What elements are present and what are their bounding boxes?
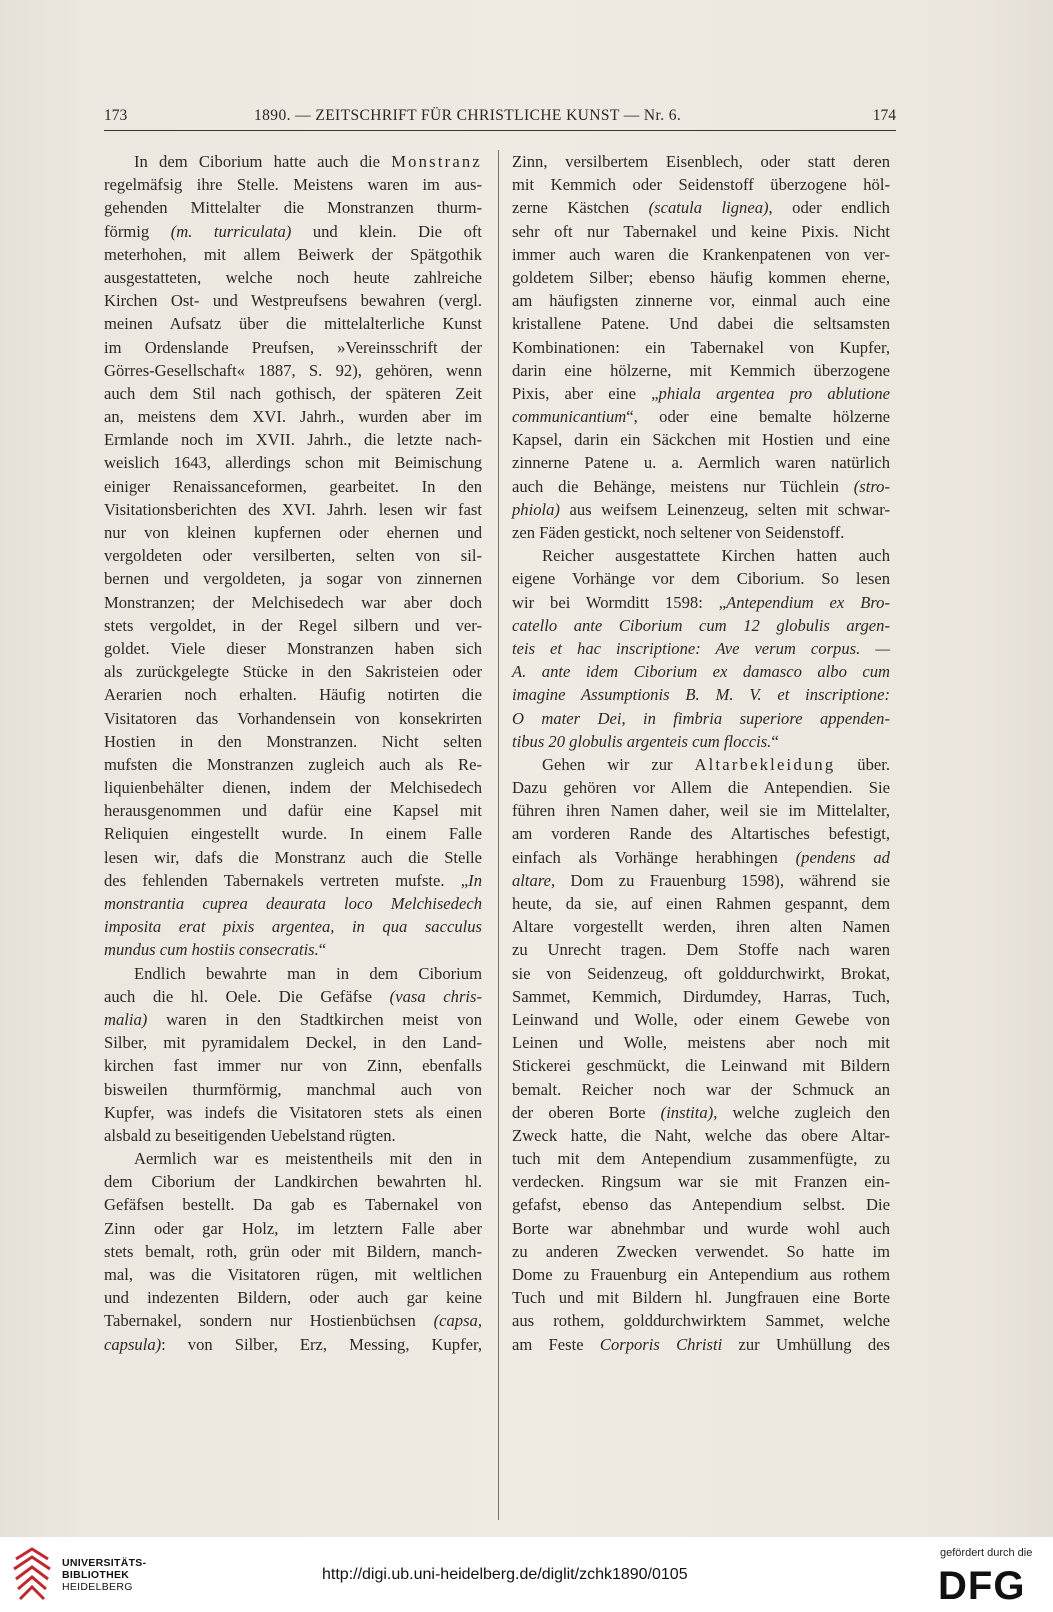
- text-line: [104, 1309, 482, 1332]
- text-line: [512, 150, 890, 173]
- text-line: [104, 1217, 482, 1240]
- text-line: [512, 707, 890, 730]
- text-line: [512, 1147, 890, 1170]
- text-run: bisweilen thurmförmig, manchmal auch von: [104, 1079, 482, 1099]
- text-line: [104, 475, 482, 498]
- header-rule: [104, 130, 896, 131]
- column-rule: [498, 150, 499, 1520]
- text-run: Reliquien eingestellt wurde. In einem Falle: [104, 824, 482, 844]
- text-run: verdecken. Ringsum war sie mit Franzen ein-: [512, 1172, 890, 1192]
- text-line: [512, 1008, 890, 1031]
- library-name[interactable]: [62, 1557, 146, 1593]
- text-line: [104, 1333, 482, 1356]
- text-line: [104, 915, 482, 938]
- text-line: [512, 985, 890, 1008]
- text-line: [104, 544, 482, 567]
- text-line: [512, 451, 890, 474]
- text-line: [512, 220, 890, 243]
- library-line-2: BIBLIOTHEK: [62, 1569, 130, 1581]
- text-run: Leinen und Wolle, meistens aber noch mit: [512, 1033, 890, 1053]
- text-run: förmig: [104, 221, 171, 241]
- italic-text: (pendens ad: [795, 847, 890, 867]
- text-line: [512, 660, 890, 683]
- permalink-url[interactable]: http://digi.ub.uni-heidelberg.de/diglit/zchk1890/0105: [322, 1566, 688, 1583]
- text-line: [104, 822, 482, 845]
- text-run: “, oder eine bemalte hölzerne: [626, 407, 890, 427]
- italic-text: (vasa chris-: [389, 986, 482, 1006]
- text-run: mufsten die Monstranzen zugleich auch als Re-: [104, 754, 482, 774]
- text-line: [512, 336, 890, 359]
- text-line: [104, 498, 482, 521]
- text-line: [512, 521, 890, 544]
- text-run: einfach als Vorhänge herabhingen: [512, 847, 796, 867]
- text-line: [104, 336, 482, 359]
- text-line: [104, 1101, 482, 1124]
- text-run: zerne Kästchen: [512, 198, 649, 218]
- text-run: Zinn, versilbertem Eisenblech, oder statt deren: [512, 152, 890, 171]
- text-run: dem Ciborium der Landkirchen bewahrten hl.: [104, 1172, 482, 1192]
- text-run: bemalt. Reicher noch war der Schmuck an: [512, 1079, 890, 1099]
- text-run: zinnerne Patene u. a. Aermlich waren natürlich: [512, 453, 890, 473]
- text-line: [512, 892, 890, 915]
- library-line-3: HEIDELBERG: [62, 1581, 133, 1593]
- text-run: Visitationsberichten des XVI. Jahrh. lesen wir fast: [104, 499, 482, 519]
- text-line: [104, 1263, 482, 1286]
- text-line: [512, 1193, 890, 1216]
- text-run: Görres-Gesellschaft« 1887, S. 92), gehören, wenn: [104, 360, 482, 380]
- text-line: [104, 1147, 482, 1170]
- text-line: [104, 869, 482, 892]
- text-line: [104, 962, 482, 985]
- text-run: kirchen fast immer nur von Zinn, ebenfalls: [104, 1056, 482, 1076]
- journal-title: 1890. — ZEITSCHRIFT FÜR CHRISTLICHE KUNST — Nr. 6.: [254, 107, 682, 124]
- text-run: als zurückgelegte Stücke in den Sakristeien oder: [104, 662, 482, 682]
- text-run: goldetem Silber; ebenso häufig kommen eherne,: [512, 267, 890, 287]
- text-run: Silber, mit pyramidalem Deckel, in den Land-: [104, 1033, 482, 1053]
- text-run: Altare vorgestellt werden, ihren alten Namen: [512, 917, 890, 937]
- text-line: [512, 614, 890, 637]
- text-run: sie von Seidenzeug, oft golddurchwirkt, Brokat,: [512, 963, 890, 983]
- text-run: immer auch waren die Krankenpatenen von ver-: [512, 244, 890, 264]
- text-run: Hostien in den Monstranzen. Nicht selten: [104, 731, 482, 751]
- italic-text: phiala argentea pro ablutione: [658, 383, 891, 403]
- text-line: [104, 150, 482, 173]
- text-run: ausgestatteten, welche noch heute zahlreiche: [104, 267, 482, 287]
- text-run: eigene Vorhänge vor dem Ciborium. So lesen: [512, 569, 890, 589]
- text-run: Visitatoren das Vorhandensein von konsekrirten: [104, 708, 482, 728]
- text-line: [104, 591, 482, 614]
- text-line: [512, 289, 890, 312]
- text-run: Leinwand und Wolle, oder einem Gewebe von: [512, 1009, 890, 1029]
- text-run: auch die hl. Oele. Die Gefäfse: [104, 986, 390, 1006]
- italic-text: monstrantia cuprea deaurata loco Melchisedech: [104, 894, 482, 913]
- text-run: kristallene Patene. Und dabei die seltsamsten: [512, 314, 890, 334]
- text-run: Aermlich war es meistentheils mit den in: [134, 1149, 482, 1169]
- text-run: “: [771, 731, 779, 751]
- text-run: der oberen Borte: [512, 1102, 661, 1122]
- text-run: Dazu gehören vor Allem die Antependien. Sie: [512, 778, 890, 798]
- text-run: stets bemalt, roth, grün oder mit Bildern, manch-: [104, 1241, 482, 1261]
- text-run: : von Silber, Erz, Messing, Kupfer,: [161, 1334, 482, 1354]
- text-run: Dome zu Frauenburg ein Antependium aus rothem: [512, 1265, 890, 1284]
- text-run: Reicher ausgestattete Kirchen hatten auch: [542, 546, 890, 566]
- text-line: [512, 382, 890, 405]
- text-line: [512, 637, 890, 660]
- text-run: über.: [835, 754, 891, 774]
- text-run: , welche zugleich den: [713, 1102, 890, 1122]
- text-line: [512, 683, 890, 706]
- italic-text: Corporis Christi: [599, 1334, 723, 1354]
- text-run: an, meistens dem XVI. Jahrh., wurden aber im: [104, 407, 482, 427]
- text-run: Gefäfsen bestellt. Da gab es Tabernakel von: [104, 1195, 482, 1215]
- text-run: , oder endlich: [768, 198, 890, 218]
- text-line: [104, 730, 482, 753]
- running-header: [104, 107, 896, 129]
- funding-caption: gefördert durch die: [940, 1547, 1033, 1559]
- text-run: alsbald zu beseitigenden Uebelstand rügten.: [104, 1125, 396, 1145]
- text-run: bernen und vergoldeten, ja sogar von zinnernen: [104, 569, 482, 589]
- text-run: Tabernakel, sondern nur Hostienbüchsen: [104, 1311, 434, 1331]
- text-line: [104, 359, 482, 382]
- text-run: “: [318, 940, 327, 960]
- text-line: [104, 938, 482, 961]
- text-run: wir bei Wormditt 1598: „: [512, 592, 727, 612]
- text-line: [104, 1193, 482, 1216]
- text-run: und klein. Die oft: [291, 221, 482, 241]
- text-run: liquienbehälter dienen, indem der Melchisedech: [104, 778, 482, 798]
- text-line: [104, 428, 482, 451]
- text-line: [104, 1240, 482, 1263]
- text-line: [512, 1309, 890, 1332]
- text-run: Dom zu Frauenburg 1598), während sie: [555, 870, 890, 890]
- text-line: [104, 196, 482, 219]
- text-line: [104, 312, 482, 335]
- spaced-text: Altarbekleidung: [694, 754, 836, 774]
- text-line: [512, 1101, 890, 1124]
- text-run: Kombinationen: ein Tabernakel von Kupfer,: [512, 337, 890, 357]
- text-line: [512, 869, 890, 892]
- italic-text: communicantium: [512, 407, 627, 427]
- italic-text: A. ante idem Ciborium ex damasco albo cum: [512, 662, 890, 682]
- text-line: [104, 1008, 482, 1031]
- text-line: [104, 892, 482, 915]
- text-run: auch die Behänge, meistens nur Tüchlein: [512, 476, 854, 496]
- text-line: [104, 1286, 482, 1309]
- text-line: [512, 1240, 890, 1263]
- text-line: [512, 730, 890, 753]
- italic-text: (instita): [660, 1102, 714, 1122]
- text-line: [512, 1333, 890, 1356]
- text-line: [104, 521, 482, 544]
- text-line: [512, 1124, 890, 1147]
- text-line: [512, 196, 890, 219]
- text-run: einiger Renaissanceformen, gearbeitet. In den: [104, 476, 482, 496]
- text-run: Kupfer, was indefs die Visitatoren stets als einen: [104, 1102, 482, 1122]
- text-run: Pixis, aber eine „: [512, 383, 659, 403]
- text-line: [512, 799, 890, 822]
- text-run: tuch mit dem Antependium zusammenfügte, zu: [512, 1149, 890, 1169]
- text-line: [512, 776, 890, 799]
- text-run: weislich 1643, allerdings schon mit Beimischung: [104, 453, 482, 473]
- text-line: [104, 405, 482, 428]
- italic-text: (scatula lignea): [648, 198, 769, 218]
- text-run: zu anderen Zwecken verwendet. So hatte im: [512, 1241, 890, 1261]
- page-number-left: 173: [104, 107, 128, 124]
- italic-text: capsula): [104, 1334, 162, 1354]
- text-line: [104, 1054, 482, 1077]
- text-line: [104, 799, 482, 822]
- text-line: [512, 266, 890, 289]
- text-line: [104, 1170, 482, 1193]
- text-line: [104, 451, 482, 474]
- text-run: Aerarien noch erhalten. Häufig notirten die: [104, 685, 482, 705]
- text-line: [104, 985, 482, 1008]
- text-run: Endlich bewahrte man in dem Ciborium: [134, 963, 482, 983]
- text-line: [104, 637, 482, 660]
- text-run: gehenden Mittelalter die Monstranzen thurm-: [104, 198, 482, 218]
- italic-text: In: [468, 870, 482, 890]
- text-run: auch dem Stil nach gothisch, der späteren Zeit: [104, 383, 482, 403]
- italic-text: catello ante Ciborium cum 12 globulis argen-: [512, 615, 890, 635]
- text-run: führen ihren Namen daher, weil sie im Mittelalter,: [512, 801, 890, 821]
- text-line: [512, 938, 890, 961]
- text-line: [512, 405, 890, 428]
- text-line: [104, 173, 482, 196]
- italic-text: tibus 20 globulis argenteis cum floccis.: [512, 731, 772, 751]
- text-run: Zweck hatte, die Naht, welche das obere Altar-: [512, 1125, 890, 1145]
- text-run: zu Unrecht tragen. Dem Stoffe nach waren: [512, 940, 890, 960]
- text-line: [104, 776, 482, 799]
- text-line: [512, 1054, 890, 1077]
- text-line: [104, 660, 482, 683]
- text-run: heute, da sie, auf einen Rahmen gespannt, dem: [512, 894, 890, 913]
- text-run: sehr oft nur Tabernakel und keine Pixis. Nicht: [512, 221, 890, 241]
- italic-text: Antependium ex Bro-: [726, 592, 890, 612]
- text-line: [104, 846, 482, 869]
- ub-heidelberg-logo-icon[interactable]: [10, 1545, 55, 1605]
- text-run: Kirchen Ost- und Westpreufsens bewahren (vergl.: [104, 291, 482, 311]
- text-line: [512, 1031, 890, 1054]
- text-line: [512, 1217, 890, 1240]
- page-number-right: 174: [872, 107, 896, 124]
- text-line: [512, 173, 890, 196]
- text-line: [512, 1263, 890, 1286]
- text-run: vergoldeten oder versilberten, selten von sil-: [104, 546, 482, 566]
- text-run: Zinn oder gar Holz, im letztern Falle aber: [104, 1218, 482, 1238]
- text-line: [104, 1124, 482, 1147]
- text-line: [512, 312, 890, 335]
- italic-text: O mater Dei, in fimbria superiore appenden-: [512, 708, 890, 728]
- text-run: des fehlenden Tabernakels vertreten mufste. „: [104, 870, 469, 890]
- text-run: meinen Aufsatz über die mittelalterliche Kunst: [104, 314, 482, 334]
- text-line: [104, 382, 482, 405]
- italic-text: mundus cum hostiis consecratis.: [104, 940, 319, 960]
- text-line: [512, 915, 890, 938]
- text-run: goldet. Viele dieser Monstranzen haben sich: [104, 638, 482, 658]
- text-line: [512, 1170, 890, 1193]
- text-run: Sammet, Kemmich, Dirdumdey, Harras, Tuch,: [512, 986, 890, 1006]
- text-line: [512, 428, 890, 451]
- text-run: Stickerei geschmückt, die Leinwand mit Bildern: [512, 1056, 890, 1076]
- text-run: und indezenten Bildern, oder auch gar keine: [104, 1288, 482, 1308]
- italic-text: teis et hac inscriptione: Ave verum corpus. —: [512, 638, 890, 658]
- text-line: [104, 707, 482, 730]
- text-line: [512, 359, 890, 382]
- text-run: waren in den Stadtkirchen meist von: [147, 1009, 482, 1029]
- text-line: [512, 962, 890, 985]
- text-run: lesen wir, dafs die Monstranz auch die Stelle: [104, 847, 482, 867]
- text-line: [512, 475, 890, 498]
- text-line: [512, 822, 890, 845]
- dfg-logo[interactable]: DFG: [938, 1564, 1026, 1608]
- text-run: mal, was die Visitatoren rügen, mit weltlichen: [104, 1265, 482, 1284]
- text-line: [512, 243, 890, 266]
- text-run: aus rothem, golddurchwirktem Sammet, welche: [512, 1311, 890, 1331]
- italic-text: (stro-: [853, 476, 890, 496]
- text-line: [512, 544, 890, 567]
- text-line: [512, 846, 890, 869]
- text-line: [512, 498, 890, 521]
- italic-text: malia): [104, 1009, 148, 1029]
- text-line: [104, 753, 482, 776]
- text-line: [104, 243, 482, 266]
- text-line: [104, 1031, 482, 1054]
- text-run: gefafst, ebenso das Antependium selbst. Die: [512, 1195, 890, 1215]
- text-line: [104, 266, 482, 289]
- italic-text: altare,: [512, 870, 556, 890]
- text-run: aus weifsem Leinenzeug, selten mit schwar-: [559, 499, 890, 519]
- italic-text: phiola): [512, 499, 560, 519]
- text-line: [512, 753, 890, 776]
- italic-text: (capsa,: [433, 1311, 482, 1331]
- text-line: [104, 289, 482, 312]
- text-run: In dem Ciborium hatte auch die: [134, 152, 392, 171]
- library-line-1: UNIVERSITÄTS-: [62, 1557, 147, 1569]
- text-run: zur Umhüllung des: [722, 1334, 890, 1354]
- text-line: [512, 1078, 890, 1101]
- text-run: Ermlande noch im XVII. Jahrh., die letzte nach-: [104, 430, 482, 450]
- text-line: [104, 567, 482, 590]
- text-run: nur von kleinen kupfernen oder ehernen und: [104, 523, 482, 542]
- text-run: am Feste: [512, 1334, 600, 1354]
- text-run: am häufigsten zinnerne vor, einmal auch eine: [512, 291, 890, 311]
- text-run: zen Fäden gestickt, noch seltener von Seidenstoff.: [512, 523, 845, 542]
- text-run: stets vergoldet, in der Regel silbern und ver-: [104, 615, 482, 635]
- text-column-right: [512, 150, 890, 1356]
- text-line: [512, 591, 890, 614]
- text-run: herausgenommen und dafür eine Kapsel mit: [104, 801, 482, 821]
- text-run: Gehen wir zur: [542, 754, 695, 774]
- spaced-text: Monstranz: [391, 152, 482, 171]
- text-line: [512, 1286, 890, 1309]
- italic-text: imagine Assumptionis B. M. V. et inscriptione:: [512, 685, 890, 705]
- text-run: im Ordenslande Preufsen, »Vereinsschrift der: [104, 337, 482, 357]
- text-run: mit Kemmich oder Seidenstoff überzogene höl-: [512, 175, 890, 195]
- text-run: Tuch und mit Bildern hl. Jungfrauen eine Borte: [512, 1288, 890, 1308]
- text-line: [104, 220, 482, 243]
- text-run: Monstranzen; der Melchisedech war aber doch: [104, 592, 482, 612]
- text-run: Kapsel, darin ein Säckchen mit Hostien und eine: [512, 430, 890, 450]
- text-run: am vorderen Rande des Altartisches befestigt,: [512, 824, 890, 844]
- text-run: darin eine hölzerne, mit Kemmich überzogene: [512, 360, 890, 380]
- text-line: [104, 683, 482, 706]
- text-line: [512, 567, 890, 590]
- text-line: [104, 1078, 482, 1101]
- text-column-left: [104, 150, 482, 1356]
- text-run: meterhohen, mit allem Beiwerk der Spätgothik: [104, 244, 482, 264]
- text-run: Borte war abnehmbar und wurde wohl auch: [512, 1218, 890, 1238]
- text-line: [104, 614, 482, 637]
- text-run: regelmäfsig ihre Stelle. Meistens waren im aus-: [104, 175, 482, 195]
- italic-text: (m. turriculata): [170, 221, 292, 241]
- italic-text: imposita erat pixis argentea, in qua sacculus: [104, 917, 482, 937]
